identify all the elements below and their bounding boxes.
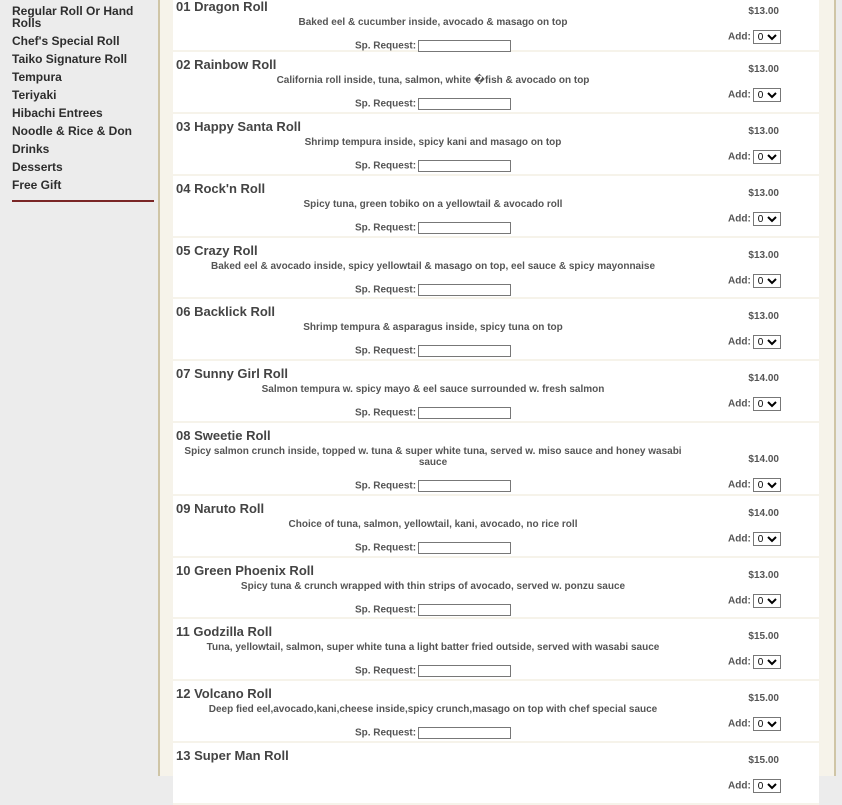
add-label: Add: [728,479,751,491]
add-to-cart [728,532,781,546]
menu-item [173,176,819,238]
special-request-input[interactable] [418,284,511,296]
menu-item-price: $13.00 [748,6,779,17]
menu-item-name: 12 Volcano Roll [176,686,272,701]
special-request-input[interactable] [418,407,511,419]
add-label: Add: [728,656,751,668]
special-request [173,222,693,234]
category-item [12,122,154,140]
special-request-label: Sp. Request: [354,542,417,554]
quantity-select[interactable] [753,212,781,226]
special-request-label: Sp. Request: [354,98,417,110]
special-request-label: Sp. Request: [354,160,417,172]
menu-item [173,496,819,558]
menu-item-price: $13.00 [748,64,779,75]
add-to-cart [728,655,781,669]
menu-item-description: Spicy salmon crunch inside, topped w. tuna & super white tuna, served w. miso sauce and honey wasabi sauce [184,446,682,468]
quantity-select[interactable] [753,532,781,546]
category-sidebar [0,0,160,766]
special-request-label: Sp. Request: [354,222,417,234]
special-request-input[interactable] [418,727,511,739]
menu-item-price: $14.00 [748,508,779,519]
quantity-select[interactable] [753,594,781,608]
special-request [173,40,693,52]
menu-list [173,0,819,805]
add-to-cart [728,274,781,288]
menu-item [173,619,819,681]
menu-item-price: $13.00 [748,250,779,261]
category-link-regular-rolls[interactable]: Regular Roll Or Hand Rolls [12,4,134,30]
add-label: Add: [728,398,751,410]
special-request-label: Sp. Request: [354,604,417,616]
quantity-select[interactable] [753,397,781,411]
menu-item-name: 03 Happy Santa Roll [176,119,301,134]
menu-item-price: $13.00 [748,188,779,199]
quantity-select[interactable] [753,717,781,731]
menu-item-description: Salmon tempura w. spicy mayo & eel sauce surrounded w. fresh salmon [261,384,605,395]
menu-item-description: Choice of tuna, salmon, yellowtail, kani, avocado, no rice roll [288,519,578,530]
add-label: Add: [728,336,751,348]
special-request [173,345,693,357]
special-request-input[interactable] [418,542,511,554]
add-label: Add: [728,275,751,287]
menu-item-price: $13.00 [748,126,779,137]
special-request-input[interactable] [418,345,511,357]
menu-item [173,423,819,496]
special-request [173,480,693,492]
menu-item-description: Baked eel & avocado inside, spicy yellowtail & masago on top, eel sauce & spicy mayonnaise [210,261,656,272]
menu-item-name: 09 Naruto Roll [176,501,265,516]
menu-item-price: $15.00 [748,693,779,704]
special-request-input[interactable] [418,604,511,616]
menu-item-name: 06 Backlick Roll [176,304,275,319]
special-request-input[interactable] [418,40,511,52]
quantity-select[interactable] [753,30,781,44]
add-label: Add: [728,213,751,225]
menu-item-description: Spicy tuna & crunch wrapped with thin strips of avocado, served w. ponzu sauce [240,581,626,592]
special-request [173,542,693,554]
add-to-cart [728,397,781,411]
special-request-input[interactable] [418,665,511,677]
menu-item [173,361,819,423]
category-link-signature-roll[interactable]: Taiko Signature Roll [12,52,128,66]
add-to-cart [728,594,781,608]
quantity-select[interactable] [753,478,781,492]
quantity-select[interactable] [753,274,781,288]
quantity-select[interactable] [753,88,781,102]
special-request-label: Sp. Request: [354,480,417,492]
menu-item [173,299,819,361]
category-link-drinks[interactable]: Drinks [12,142,50,156]
menu-item-description: California roll inside, tuna, salmon, white �fish & avocado on top [276,75,590,86]
special-request [173,98,693,110]
add-label: Add: [728,780,751,792]
add-to-cart [728,30,781,44]
add-label: Add: [728,151,751,163]
category-item [12,86,154,104]
menu-item [173,743,819,805]
special-request-input[interactable] [418,222,511,234]
category-link-hibachi[interactable]: Hibachi Entrees [12,106,103,120]
quantity-select[interactable] [753,335,781,349]
menu-item [173,114,819,176]
add-to-cart [728,335,781,349]
special-request-label: Sp. Request: [354,665,417,677]
add-label: Add: [728,89,751,101]
menu-item-name: 11 Godzilla Roll [176,624,273,639]
category-item [12,68,154,86]
menu-item [173,0,819,52]
menu-item-name: 08 Sweetie Roll [176,428,271,443]
category-link-noodle-rice[interactable]: Noodle & Rice & Don [12,124,133,138]
quantity-select[interactable] [753,150,781,164]
menu-item [173,558,819,619]
category-link-teriyaki[interactable]: Teriyaki [12,88,57,102]
sidebar-divider [12,200,154,202]
add-to-cart [728,478,781,492]
special-request-label: Sp. Request: [354,284,417,296]
special-request-label: Sp. Request: [354,345,417,357]
special-request-label: Sp. Request: [354,40,417,52]
category-item [12,32,154,50]
menu-item-description: Spicy tuna, green tobiko on a yellowtail & avocado roll [303,199,563,210]
category-link-desserts[interactable]: Desserts [12,160,63,174]
special-request [173,160,693,172]
category-item [12,2,154,32]
menu-item-price: $15.00 [748,631,779,642]
special-request-label: Sp. Request: [354,727,417,739]
menu-item-price: $13.00 [748,311,779,322]
special-request [173,727,693,739]
special-request-input[interactable] [418,160,511,172]
add-to-cart [728,717,781,731]
special-request [173,604,693,616]
add-label: Add: [728,533,751,545]
category-link-tempura[interactable]: Tempura [12,70,62,84]
menu-item-price: $13.00 [748,570,779,581]
special-request [173,284,693,296]
menu-item-name: 10 Green Phoenix Roll [176,563,314,578]
menu-item-description: Baked eel & cucumber inside, avocado & masago on top [298,17,568,28]
special-request [173,407,693,419]
quantity-select[interactable] [753,779,781,793]
menu-item [173,681,819,743]
menu-item-name: 04 Rock'n Roll [176,181,266,196]
category-list [12,2,154,194]
category-item [12,176,154,194]
category-link-free-gift[interactable]: Free Gift [12,178,62,192]
category-item [12,158,154,176]
add-to-cart [728,88,781,102]
menu-item-name: 13 Super Man Roll [176,748,289,763]
category-item [12,50,154,68]
add-label: Add: [728,718,751,730]
special-request-input[interactable] [418,480,511,492]
menu-item-price: $14.00 [748,373,779,384]
menu-item-name: 02 Rainbow Roll [176,57,277,72]
special-request-label: Sp. Request: [354,407,417,419]
menu-item [173,52,819,114]
category-item [12,140,154,158]
menu-item-description: Shrimp tempura inside, spicy kani and masago on top [304,137,562,148]
menu-item-description: Tuna, yellowtail, salmon, super white tuna a light batter fried outside, served with wasabi sauce [206,642,660,653]
menu-item-name: 05 Crazy Roll [176,243,258,258]
add-to-cart [728,212,781,226]
menu-item-description: Shrimp tempura & asparagus inside, spicy tuna on top [303,322,563,333]
add-to-cart [728,779,781,793]
special-request-input[interactable] [418,98,511,110]
special-request [173,665,693,677]
add-to-cart [728,150,781,164]
menu-item-price: $15.00 [748,755,779,766]
menu-item-description: Deep fied eel,avocado,kani,cheese inside,spicy crunch,masago on top with chef special sauce [208,704,658,715]
quantity-select[interactable] [753,655,781,669]
category-link-chefs-special[interactable]: Chef's Special Roll [12,34,120,48]
menu-item-price: $14.00 [748,454,779,465]
menu-item-name: 01 Dragon Roll [176,0,268,14]
category-item [12,104,154,122]
menu-item [173,238,819,299]
add-label: Add: [728,595,751,607]
menu-item-name: 07 Sunny Girl Roll [176,366,288,381]
add-label: Add: [728,31,751,43]
